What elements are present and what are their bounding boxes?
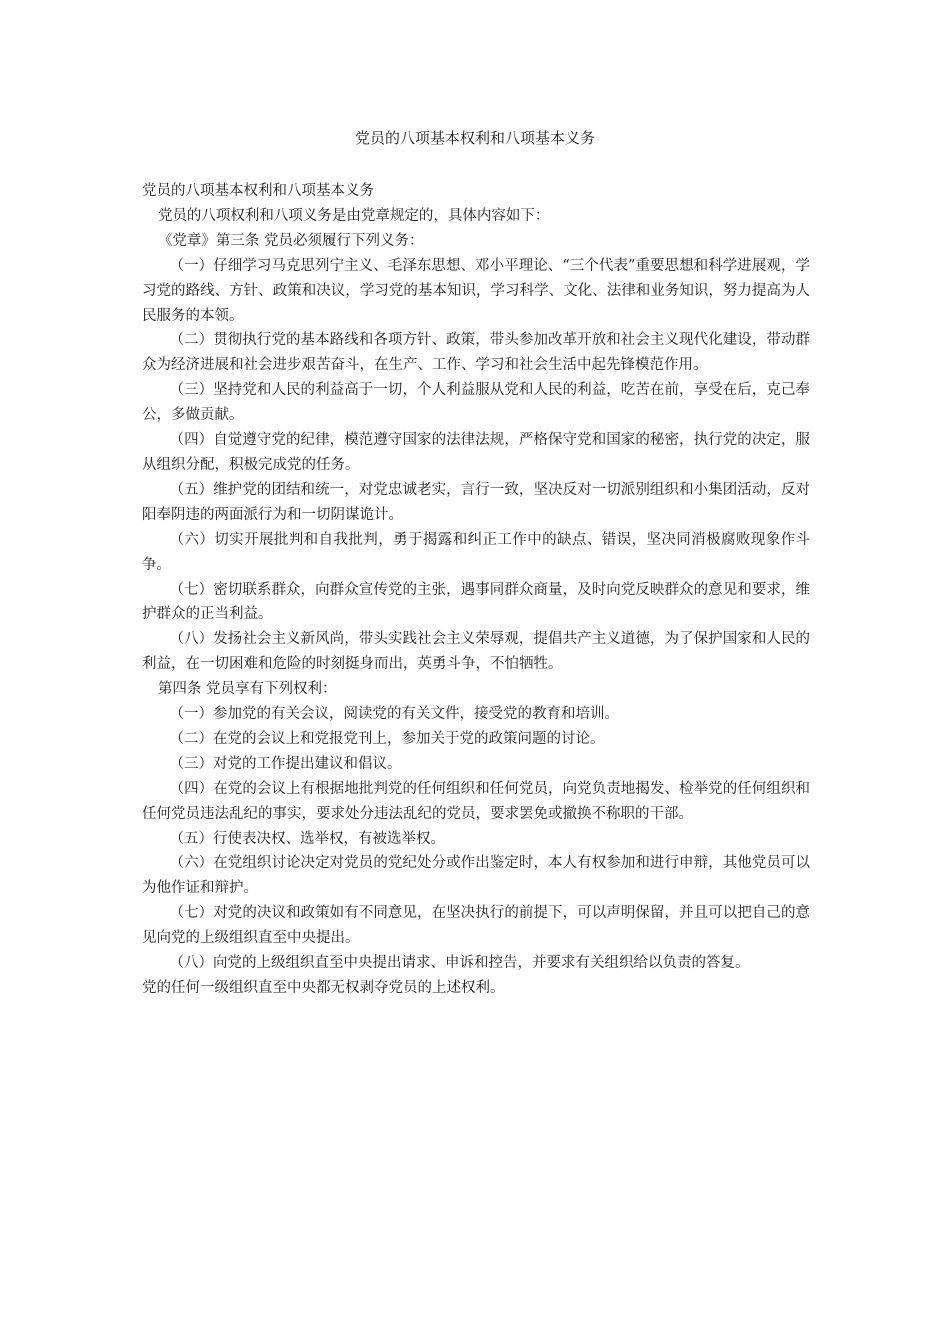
rights-heading: 第四条 党员享有下列权利：: [157, 681, 337, 698]
duty-item: （五）维护党的团结和统一，对党忠诚老实，言行一致，坚决反对一切派别组织和小集团活动，反对阳奉阴违的两面派行为和一切阴谋诡计。: [142, 481, 810, 523]
duties-heading: 《党章》第三条 党员必须履行下列义务：: [157, 232, 424, 249]
closing-paragraph: 党的任何一级组织直至中央都无权剥夺党员的上述权利。: [142, 980, 505, 996]
duty-item: （八）发扬社会主义新风尚，带头实践社会主义荣辱观，提倡共产主义道德，为了保护国家和人民的利益，在一切困难和危险的时刻挺身而出，英勇斗争，不怕牺牲。: [142, 631, 810, 673]
duty-item: （七）密切联系群众，向群众宣传党的主张，遇事同群众商量，及时向党反映群众的意见和要求，维护群众的正当利益。: [142, 581, 810, 623]
right-item: （一）参加党的有关会议，阅读党的有关文件，接受党的教育和培训。: [169, 706, 620, 723]
document-heading: 党员的八项基本权利和八项基本义务: [142, 183, 374, 199]
right-item: （八）向党的上级组织直至中央提出请求、申诉和控告，并要求有关组织给以负责的答复。: [169, 955, 750, 972]
right-item: （二）在党的会议上和党报党刊上，参加关于党的政策问题的讨论。: [169, 730, 605, 747]
document-body: [142, 179, 810, 1001]
duty-item: （六）切实开展批判和自我批判，勇于揭露和纠正工作中的缺点、错误，坚决同消极腐败现象作斗争。: [142, 531, 810, 573]
right-item: （三）对党的工作提出建议和倡议。: [169, 755, 402, 772]
right-item: （六）在党组织讨论决定对党员的党纪处分或作出鉴定时，本人有权参加和进行申辩，其他党员可以为他作证和辩护。: [142, 855, 810, 897]
right-item: （四）在党的会议上有根据地批判党的任何组织和任何党员，向党负责地揭发、检举党的任何组织和任何党员违法乱纪的事实，要求处分违法乱纪的党员，要求罢免或撤换不称职的干部。: [142, 780, 810, 822]
intro-paragraph: 党员的八项权利和八项义务是由党章规定的，具体内容如下：: [157, 207, 550, 224]
duty-item: （一）仔细学习马克思列宁主义、毛泽东思想、邓小平理论、“三个代表”重要思想和科学进展观，学习党的路线、方针、政策和决议，学习党的基本知识，学习科学、文化、法律和业务知识，努力提高为人民服务的本领。: [142, 257, 810, 324]
duty-item: （二）贯彻执行党的基本路线和各项方针、政策，带头参加改革开放和社会主义现代化建设，带动群众为经济进展和社会进步艰苦奋斗，在生产、工作、学习和社会生活中起先锋模范作用。: [142, 332, 810, 374]
duty-item: （三）坚持党和人民的利益高于一切，个人利益服从党和人民的利益，吃苦在前，享受在后，克己奉公，多做贡献。: [142, 382, 810, 424]
right-item: （七）对党的决议和政策如有不同意见，在坚决执行的前提下，可以声明保留，并且可以把自己的意见向党的上级组织直至中央提出。: [142, 905, 810, 947]
page-title: 党员的八项基本权利和八项基本义务: [354, 129, 595, 147]
duty-item: （四）自觉遵守党的纪律，模范遵守国家的法律法规，严格保守党和国家的秘密，执行党的决定，服从组织分配，积极完成党的任务。: [142, 432, 810, 473]
right-item: （五）行使表决权、选举权，有被选举权。: [169, 830, 446, 847]
